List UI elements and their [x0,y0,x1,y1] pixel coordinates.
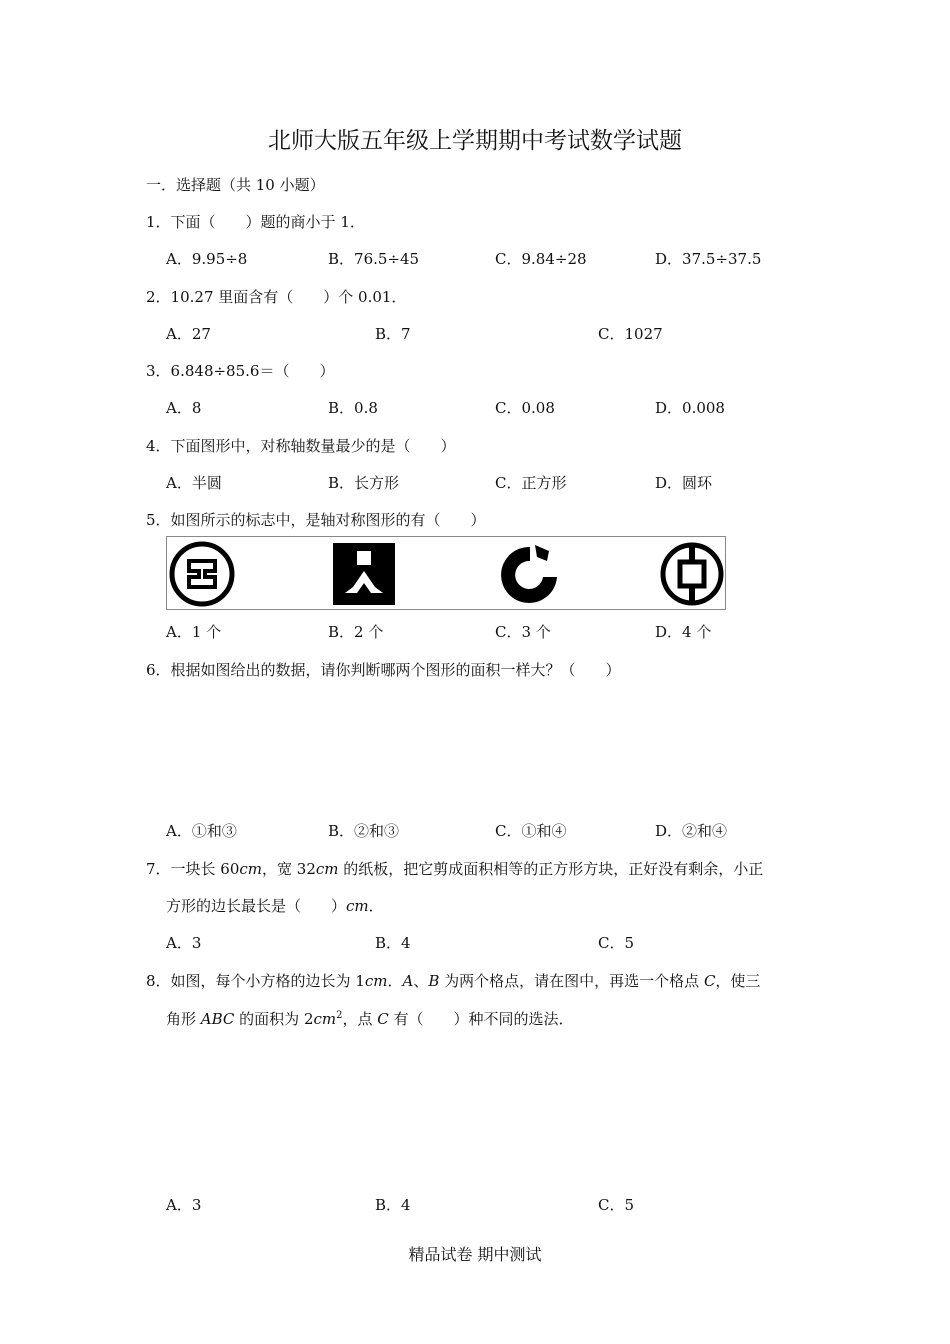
q5-option-b[interactable]: B．2 个 [328,623,384,641]
section-heading: 一．选择题（共 10 小题） [146,176,325,194]
q4-option-b[interactable]: B．长方形 [328,474,400,492]
q6-option-d[interactable]: D．②和④ [655,822,728,840]
question-8-stem-line-2: 角形 ABC 的面积为 $2cm^2$，点 C 有（ ）种不同的选法． [166,1010,574,1028]
q3-option-d[interactable]: D．0.008 [655,399,725,417]
q5-option-c[interactable]: C．3 个 [495,623,551,641]
q8-option-b[interactable]: B．4 [375,1196,411,1214]
q3-option-b[interactable]: B．0.8 [328,399,378,417]
q4-option-d[interactable]: D．圆环 [655,474,713,492]
question-3-stem: 3．6.848÷85.6＝（ ） [146,362,335,380]
q8-option-a[interactable]: A．3 [166,1196,202,1214]
q8-option-c[interactable]: C．5 [598,1196,635,1214]
q2-option-a[interactable]: A．27 [166,325,211,343]
q4-option-c[interactable]: C．正方形 [495,474,567,492]
q2-option-b[interactable]: B．7 [375,325,411,343]
q1-option-a[interactable]: A．9.95÷8 [166,250,248,268]
question-1-stem: 1．下面（ ）题的商小于 1． [146,213,365,231]
q6-option-b[interactable]: B．②和③ [328,822,400,840]
question-8-stem-line-1: 8．如图，每个小方格的边长为 1cm．A、B 为两个格点，请在图中，再选一个格点 C，使三 [146,972,761,990]
q4-option-a[interactable]: A．半圆 [166,474,222,492]
q6-option-c[interactable]: C．①和④ [495,822,567,840]
question-2-stem: 2．10.27 里面含有（ ）个 0.01． [146,288,407,306]
q5-option-d[interactable]: D．4 个 [655,623,712,641]
q3-option-a[interactable]: A．8 [166,399,202,417]
boc-logo-icon [497,541,563,607]
q1-option-d[interactable]: D．37.5÷37.5 [655,250,762,268]
q1-option-c[interactable]: C．9.84÷28 [495,250,587,268]
q7-option-a[interactable]: A．3 [166,934,202,952]
q7-option-b[interactable]: B．4 [375,934,411,952]
page-title: 北师大版五年级上学期期中考试数学试题 [268,128,682,154]
q1-option-b[interactable]: B．76.5÷45 [328,250,420,268]
question-5-stem: 5．如图所示的标志中，是轴对称图形的有（ ） [146,511,486,529]
question-6-stem: 6．根据如图给出的数据，请你判断哪两个图形的面积一样大？（ ） [146,661,621,679]
question-7-stem-line-2: 方形的边长最长是（ ）cm． [166,897,384,915]
q6-option-a[interactable]: A．①和③ [166,822,237,840]
question-7-stem-line-1: 7．一块长 60cm，宽 32cm 的纸板，把它剪成面积相等的正方形方块，正好没有剩余，小正 [146,860,764,878]
bank-logo-icon [659,541,725,607]
q3-option-c[interactable]: C．0.08 [495,399,555,417]
question-4-stem: 4．下面图形中，对称轴数量最少的是（ ） [146,437,456,455]
q2-option-c[interactable]: C．1027 [598,325,663,343]
q7-option-c[interactable]: C．5 [598,934,635,952]
q5-option-a[interactable]: A．1 个 [166,623,222,641]
ccb-logo-icon [331,541,397,607]
icbc-logo-icon [169,541,235,607]
page-footer: 精品试卷 期中测试 [408,1245,542,1264]
logo-strip [166,536,726,610]
